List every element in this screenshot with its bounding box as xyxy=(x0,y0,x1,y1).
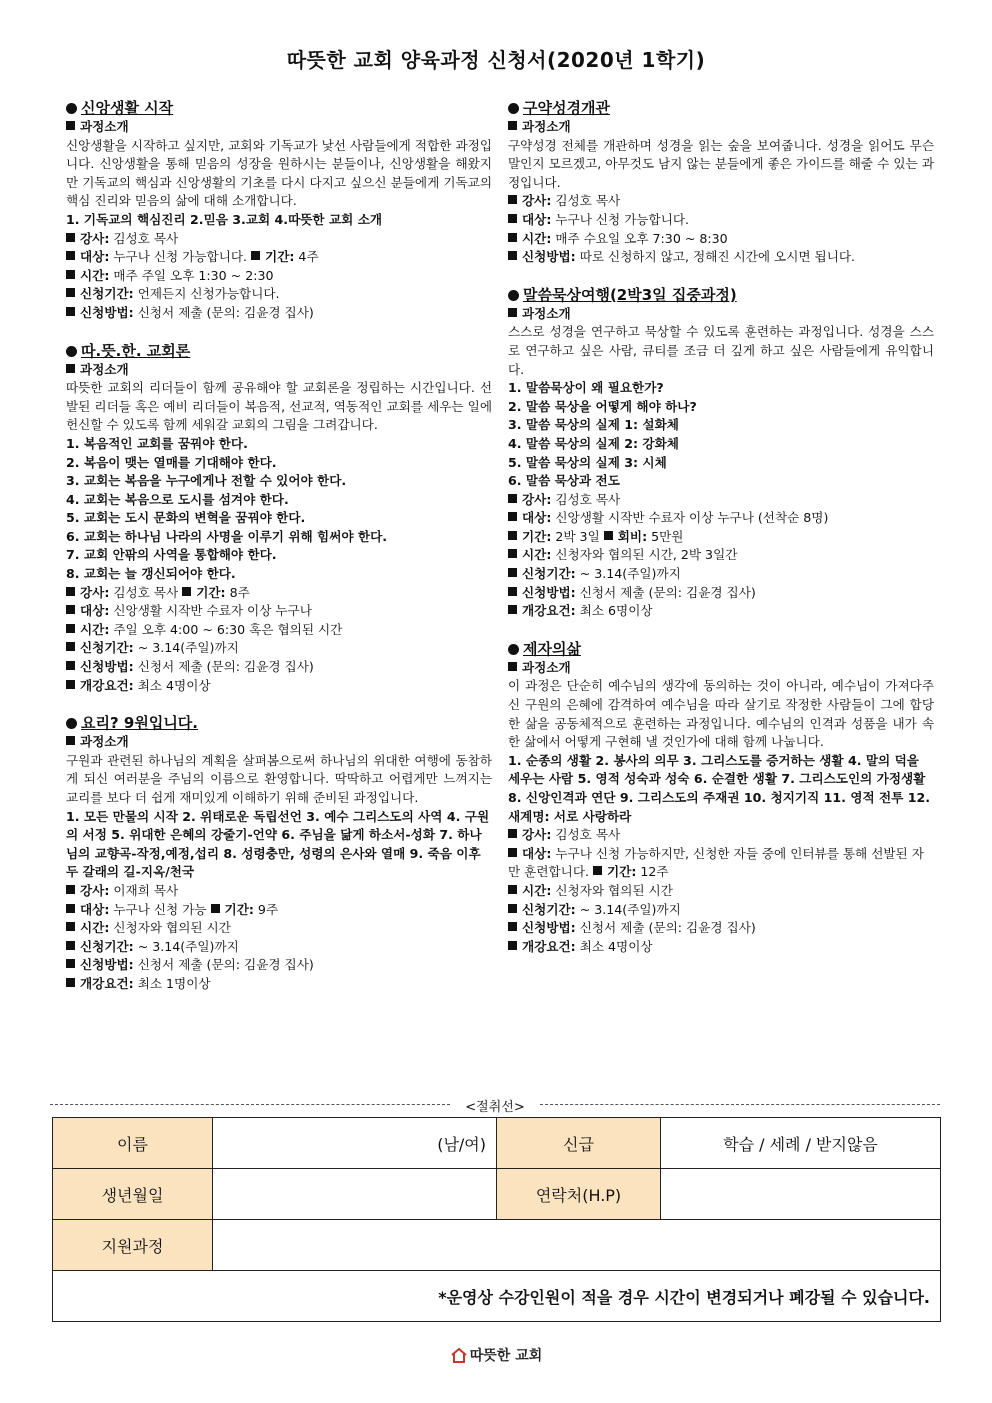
bullet-square-icon xyxy=(66,661,75,670)
bullet-square-icon xyxy=(508,214,517,223)
bullet-square-icon xyxy=(508,587,517,596)
course-intro-label: 과정소개 xyxy=(522,305,571,321)
course-info xyxy=(66,882,492,994)
course-title-text: 신앙생활 시작 xyxy=(81,99,174,117)
bullet-square-icon xyxy=(66,978,75,987)
info-row xyxy=(66,658,492,677)
course-intro-heading xyxy=(66,118,492,137)
bullet-circle-icon xyxy=(508,290,519,301)
info-key: 대상: xyxy=(80,603,110,619)
info-value: 김성호 목사 xyxy=(109,584,183,600)
info-row xyxy=(66,677,492,696)
course-intro-heading xyxy=(66,361,492,380)
info-value: ~ 3.14(주일)까지 xyxy=(575,901,681,917)
curriculum-item: 8. 교회는 늘 갱신되어야 한다. xyxy=(66,566,236,582)
info-key: 개강요건: xyxy=(80,975,134,991)
info-value: 언제든지 신청가능합니다. xyxy=(133,286,280,302)
form-row-birth xyxy=(53,1169,941,1220)
bullet-square-icon xyxy=(508,848,517,857)
bullet-square-icon xyxy=(66,904,75,913)
curriculum-item: 4. 말씀 묵상의 실제 2: 강화체 xyxy=(508,435,679,451)
course-info xyxy=(508,491,934,621)
bullet-square-icon xyxy=(66,270,75,279)
house-icon xyxy=(450,1346,468,1364)
course-info xyxy=(508,826,934,956)
church-logo xyxy=(0,1345,992,1365)
course-section xyxy=(508,639,934,957)
bullet-square-icon xyxy=(508,512,517,521)
info-value: 김성호 목사 xyxy=(551,491,621,507)
info-key: 신청기간: xyxy=(80,938,134,954)
info-key: 강사: xyxy=(522,827,552,843)
info-value: 신청서 제출 (문의: 김윤경 집사) xyxy=(133,304,314,320)
info-row xyxy=(66,956,492,975)
bullet-square-icon xyxy=(66,624,75,633)
info-value: 신청서 제출 (문의: 김윤경 집사) xyxy=(575,920,756,936)
info-key: 신청기간: xyxy=(80,286,134,302)
curriculum-item: 2. 말씀 묵상을 어떻게 해야 하나? xyxy=(508,398,697,414)
course-intro-heading xyxy=(508,659,934,678)
course-intro-label: 과정소개 xyxy=(80,734,129,750)
bullet-circle-icon xyxy=(508,103,519,114)
course-title xyxy=(508,639,934,659)
info-value: 김성호 목사 xyxy=(109,230,179,246)
course-description: 이 과정은 단순히 예수님의 생각에 동의하는 것이 아니라, 예수님이 가져다주신 구원의 은혜에 감격하여 예수님을 따라 살기로 작정한 사람들이 그에 합당한 삶을 공동체적으로 훈련하는 과정입니다. 예수님의 인격과 성품을 내가 속한 삶에서 어떻게 구현해 낼 것인가에 대해 함께 나눕니다. xyxy=(508,678,934,750)
info-key: 신청방법: xyxy=(80,659,134,675)
curriculum-item: 1. 순종의 생활 2. 봉사의 의무 3. 그리스도를 증거하는 생활 4. 말의 덕을 세우는 사람 5. 영적 성숙과 성숙 6. 순결한 생활 7. 그리스도인의 가정생활 8. 신앙인격과 연단 9. 그리스도의 주재권 10. 청지기직 11. 영적 전투 12. 새계명: 서로 사랑하라 xyxy=(508,752,931,824)
cut-line-label-text: <절취선> xyxy=(459,1100,530,1115)
course-title xyxy=(66,341,492,361)
course-intro-label: 과정소개 xyxy=(522,659,571,675)
bullet-circle-icon xyxy=(66,103,77,114)
course-description: 구원과 관련된 하나님의 계획을 살펴봄으로써 하나님의 위대한 여행에 동참하게 되신 여러분을 주님의 이름으로 환영합니다. 딱딱하고 어렵게만 느껴지는 교리를 보다 더 쉽게 재미있게 이해하기 위해 준비된 과정입니다. xyxy=(66,752,492,805)
bullet-square-icon xyxy=(508,233,517,242)
info-row xyxy=(508,509,934,528)
curriculum-item: 7. 교회 안팎의 사역을 통합해야 한다. xyxy=(66,547,277,563)
bullet-square-icon xyxy=(508,885,517,894)
birth-field[interactable] xyxy=(213,1169,497,1220)
bullet-square-icon xyxy=(593,866,602,875)
info-value: 신청서 제출 (문의: 김윤경 집사) xyxy=(575,584,756,600)
info-key: 기간: xyxy=(607,864,637,880)
course-title-text: 요리? 9원입니다. xyxy=(81,714,198,733)
course-label: 지원과정 xyxy=(53,1220,213,1271)
info-key: 강사: xyxy=(522,491,552,507)
course-intro-heading xyxy=(508,305,934,324)
info-key: 기간: xyxy=(196,584,226,600)
bullet-square-icon xyxy=(508,922,517,931)
application-form xyxy=(52,1117,941,1322)
info-value: 따로 신청하지 않고, 정해진 시간에 오시면 됩니다. xyxy=(575,249,856,265)
info-value: 김성호 목사 xyxy=(551,827,621,843)
bullet-square-icon xyxy=(251,251,260,260)
course-field[interactable] xyxy=(213,1220,941,1271)
info-value: 신청자와 협의된 시간 xyxy=(551,882,673,898)
info-row xyxy=(508,528,934,547)
course-description: 구약성경 전체를 개관하며 성경을 읽는 숲을 보여줍니다. 성경을 읽어도 무슨 말인지 모르겠고, 아무것도 남지 않는 분들에게 좋은 가이드를 해줄 수 있는 과정입니다. xyxy=(508,137,934,190)
info-value: 신청자와 협의된 시간 xyxy=(109,920,231,936)
curriculum-item: 3. 교회는 복음을 누구에게나 전할 수 있어야 한다. xyxy=(66,473,347,489)
info-key: 시간: xyxy=(522,547,552,563)
info-key: 대상: xyxy=(522,510,552,526)
left-column xyxy=(66,98,492,1012)
info-key: 시간: xyxy=(80,267,110,283)
course-title-text: 구약성경개관 xyxy=(523,99,610,117)
course-curriculum xyxy=(508,379,934,491)
info-key: 강사: xyxy=(80,882,110,898)
course-section xyxy=(508,98,934,267)
info-key: 신청방법: xyxy=(80,957,134,973)
info-value: ~ 3.14(주일)까지 xyxy=(575,566,681,582)
bullet-square-icon xyxy=(66,288,75,297)
info-value: 9주 xyxy=(253,901,279,917)
cut-line-label xyxy=(50,1096,940,1115)
info-key: 신청기간: xyxy=(522,566,576,582)
bullet-square-icon xyxy=(66,587,75,596)
info-key: 강사: xyxy=(522,193,552,209)
info-row xyxy=(66,621,492,640)
info-row xyxy=(66,602,492,621)
name-label: 이름 xyxy=(53,1118,213,1169)
phone-field[interactable] xyxy=(661,1169,941,1220)
curriculum-item: 2. 복음이 맺는 열매를 기대해야 한다. xyxy=(66,454,277,470)
info-row xyxy=(508,882,934,901)
course-curriculum xyxy=(66,211,492,230)
info-value: 매주 수요일 오후 7:30 ~ 8:30 xyxy=(551,230,728,246)
info-value: 김성호 목사 xyxy=(551,193,621,209)
course-curriculum xyxy=(508,752,934,826)
course-description: 신앙생활을 시작하고 싶지만, 교회와 기독교가 낯선 사람들에게 적합한 과정입니다. 신앙생활을 통해 믿음의 성장을 원하시는 분들이나, 신앙생활을 해왔지만 기독교의 핵심과 신앙생활의 기초를 다시 다지고 싶으신 분들에게 기독교의 핵심 진리와 믿음의 삶에 대해 소개합니다. xyxy=(66,137,492,209)
course-section xyxy=(66,341,492,696)
form-row-name xyxy=(53,1118,941,1169)
bullet-square-icon xyxy=(508,568,517,577)
info-value: ~ 3.14(주일)까지 xyxy=(133,640,239,656)
bullet-square-icon xyxy=(508,308,517,317)
curriculum-item: 1. 기독교의 핵심진리 2.믿음 3.교회 4.따뜻한 교회 소개 xyxy=(66,211,383,227)
info-row xyxy=(508,546,934,565)
info-row xyxy=(66,230,492,249)
info-row xyxy=(508,248,934,267)
bullet-square-icon xyxy=(508,531,517,540)
info-key: 대상: xyxy=(80,901,110,917)
info-key: 기간: xyxy=(224,901,254,917)
info-row xyxy=(66,285,492,304)
info-value: 4주 xyxy=(294,249,319,265)
page-title: 따뜻한 교회 양육과정 신청서(2020년 1학기) xyxy=(286,48,706,72)
info-row xyxy=(66,248,492,267)
info-value: 누구나 신청 가능하지만, 신청한 자들 중에 인터뷰를 통해 선발된 자만 훈련합니다. xyxy=(508,845,924,880)
logo-text: 따뜻한 교회 xyxy=(469,1348,543,1364)
course-intro-heading xyxy=(508,118,934,137)
info-row xyxy=(508,938,934,957)
info-value: 신청자와 협의된 시간, 2박 3일간 xyxy=(551,547,738,563)
curriculum-item: 1. 모든 만물의 시작 2. 위태로운 독립선언 3. 예수 그리스도의 사역 4. 구원의 서정 5. 위대한 은혜의 강줄기-언약 6. 주님을 닮게 하소서-성화 7. 하나님의 교향곡-작정,예정,섭리 8. 성령충만, 성령의 은사와 열매 9. 죽음 이후 두 갈래의 길-지옥/천국 xyxy=(66,808,490,880)
bullet-square-icon xyxy=(211,904,220,913)
info-key: 신청방법: xyxy=(522,584,576,600)
birth-label: 생년월일 xyxy=(53,1169,213,1220)
info-value: 8주 xyxy=(225,584,250,600)
bullet-square-icon xyxy=(508,829,517,838)
info-row xyxy=(66,639,492,658)
course-info xyxy=(508,192,934,266)
info-row xyxy=(66,304,492,323)
info-key: 기간: xyxy=(522,528,552,544)
bullet-square-icon xyxy=(66,605,75,614)
info-key: 시간: xyxy=(80,621,110,637)
info-row xyxy=(508,565,934,584)
info-row xyxy=(508,230,934,249)
course-section xyxy=(66,98,492,323)
cut-line xyxy=(50,1095,940,1115)
info-row xyxy=(508,845,934,882)
info-value: 누구나 신청 가능합니다. xyxy=(551,211,690,227)
bullet-square-icon xyxy=(508,494,517,503)
course-title-text: 따.뜻.한. 교회론 xyxy=(81,341,191,360)
faith-options-field[interactable]: 학습 / 세례 / 받지않음 xyxy=(661,1118,941,1169)
info-value: ~ 3.14(주일)까지 xyxy=(133,938,239,954)
curriculum-item: 1. 복음적인 교회를 꿈꿔야 한다. xyxy=(66,435,248,451)
course-title-text: 말씀묵상여행(2박3일 집중과정) xyxy=(523,285,737,304)
bullet-circle-icon xyxy=(66,346,77,357)
bullet-square-icon xyxy=(66,364,75,373)
course-intro-heading xyxy=(66,733,492,752)
bullet-square-icon xyxy=(508,605,517,614)
info-key: 대상: xyxy=(522,845,552,861)
info-key: 대상: xyxy=(522,211,552,227)
course-intro-label: 과정소개 xyxy=(80,361,129,377)
info-row xyxy=(66,267,492,286)
bullet-square-icon xyxy=(66,885,75,894)
curriculum-item: 3. 말씀 묵상의 실제 1: 설화체 xyxy=(508,417,679,433)
bullet-square-icon xyxy=(604,531,613,540)
info-row xyxy=(66,882,492,901)
name-field[interactable] xyxy=(213,1118,497,1169)
info-value: 최소 4명이상 xyxy=(575,938,653,954)
course-description: 스스로 성경을 연구하고 묵상할 수 있도록 훈련하는 과정입니다. 성경을 스스로 연구하고 싶은 사람, 큐티를 조금 더 깊게 하고 싶은 사람들에게 유익합니다. xyxy=(508,324,934,377)
info-key: 개강요건: xyxy=(522,938,576,954)
curriculum-item: 4. 교회는 복음으로 도시를 섬겨야 한다. xyxy=(66,491,289,507)
course-section xyxy=(508,285,934,621)
info-value: 2박 3일 xyxy=(551,528,604,544)
info-value: 신청서 제출 (문의: 김윤경 집사) xyxy=(133,659,314,675)
course-info xyxy=(66,230,492,323)
info-value: 신앙생활 시작반 수료자 이상 누구나 (선착순 8명) xyxy=(551,510,829,526)
info-value: 최소 4명이상 xyxy=(133,677,211,693)
form-row-course xyxy=(53,1220,941,1271)
info-value: 최소 6명이상 xyxy=(575,603,653,619)
bullet-square-icon xyxy=(508,195,517,204)
right-column xyxy=(508,98,934,974)
course-curriculum xyxy=(66,808,492,882)
gender-hint: (남/여) xyxy=(437,1134,486,1154)
bullet-square-icon xyxy=(508,549,517,558)
info-key: 시간: xyxy=(80,920,110,936)
bullet-square-icon xyxy=(66,642,75,651)
info-value: 주일 오후 4:00 ~ 6:30 혹은 협의된 시간 xyxy=(109,621,343,637)
info-key: 신청기간: xyxy=(80,640,134,656)
info-key: 기간: xyxy=(265,249,295,265)
info-key: 개강요건: xyxy=(522,603,576,619)
bullet-square-icon xyxy=(508,941,517,950)
course-title-text: 제자의삶 xyxy=(523,639,581,658)
info-value: 매주 주일 오후 1:30 ~ 2:30 xyxy=(109,267,274,283)
curriculum-item: 6. 말씀 묵상과 전도 xyxy=(508,473,620,489)
bullet-square-icon xyxy=(66,959,75,968)
info-key: 대상: xyxy=(80,249,110,265)
faith-label: 신급 xyxy=(497,1118,661,1169)
info-row xyxy=(508,602,934,621)
info-row xyxy=(66,901,492,920)
info-row xyxy=(508,491,934,510)
bullet-square-icon xyxy=(508,121,517,130)
bullet-square-icon xyxy=(508,662,517,671)
bullet-square-icon xyxy=(508,904,517,913)
info-row xyxy=(66,584,492,603)
course-intro-label: 과정소개 xyxy=(522,119,571,134)
info-value: 이재희 목사 xyxy=(109,882,179,898)
bullet-square-icon xyxy=(66,307,75,316)
info-value: 5만원 xyxy=(647,528,684,544)
form-row-note xyxy=(53,1271,941,1322)
phone-label: 연락처(H.P) xyxy=(497,1169,661,1220)
info-key: 강사: xyxy=(80,230,110,246)
course-section xyxy=(66,713,492,993)
bullet-circle-icon xyxy=(66,718,77,729)
curriculum-item: 1. 말씀묵상이 왜 필요한가? xyxy=(508,380,664,396)
course-description: 따뜻한 교회의 리더들이 함께 공유해야 할 교회론을 정립하는 시간입니다. 선발된 리더들 혹은 예비 리더들이 복음적, 선교적, 역동적인 교회를 세우는 일에 헌신할 수 있도록 함께 세워갈 교회의 그림을 그려갑니다. xyxy=(66,380,492,433)
curriculum-item: 6. 교회는 하나님 나라의 사명을 이루기 위해 힘써야 한다. xyxy=(66,528,388,544)
bullet-square-icon xyxy=(182,587,191,596)
info-value: 누구나 신청 가능합니다. xyxy=(109,249,252,265)
info-key: 신청방법: xyxy=(522,920,576,936)
bullet-square-icon xyxy=(66,941,75,950)
info-row xyxy=(66,975,492,994)
bullet-square-icon xyxy=(66,251,75,260)
curriculum-item: 5. 말씀 묵상의 실제 3: 시체 xyxy=(508,454,667,470)
info-row xyxy=(66,919,492,938)
info-value: 최소 1명이상 xyxy=(133,975,211,991)
info-key: 회비: xyxy=(617,528,648,544)
info-row xyxy=(508,919,934,938)
info-key: 신청방법: xyxy=(80,304,134,320)
info-value: 신청서 제출 (문의: 김윤경 집사) xyxy=(133,957,314,973)
info-row xyxy=(508,584,934,603)
info-value: 누구나 신청 가능 xyxy=(109,901,211,917)
info-row xyxy=(508,826,934,845)
course-title xyxy=(66,98,492,118)
course-title xyxy=(508,285,934,305)
info-row xyxy=(508,192,934,211)
bullet-square-icon xyxy=(66,922,75,931)
bullet-square-icon xyxy=(66,736,75,745)
course-title xyxy=(66,713,492,733)
info-key: 시간: xyxy=(522,882,552,898)
info-key: 강사: xyxy=(80,584,110,600)
bullet-square-icon xyxy=(66,233,75,242)
course-curriculum xyxy=(66,435,492,584)
info-key: 신청방법: xyxy=(522,249,576,265)
info-value: 신앙생활 시작반 수료자 이상 누구나 xyxy=(109,603,312,619)
bullet-square-icon xyxy=(66,680,75,689)
info-value: 12주 xyxy=(636,864,669,880)
info-row xyxy=(66,938,492,957)
info-key: 시간: xyxy=(522,230,552,246)
form-note: *운영상 수강인원이 적을 경우 시간이 변경되거나 폐강될 수 있습니다. xyxy=(53,1271,941,1322)
info-key: 개강요건: xyxy=(80,677,134,693)
info-row xyxy=(508,211,934,230)
course-intro-label: 과정소개 xyxy=(80,119,129,134)
info-key: 신청기간: xyxy=(522,901,576,917)
curriculum-item: 5. 교회는 도시 문화의 변혁을 꿈꿔야 한다. xyxy=(66,510,306,526)
info-row xyxy=(508,901,934,920)
bullet-circle-icon xyxy=(508,644,519,655)
bullet-square-icon xyxy=(66,121,75,130)
course-title xyxy=(508,98,934,118)
course-info xyxy=(66,584,492,696)
bullet-square-icon xyxy=(508,251,517,260)
